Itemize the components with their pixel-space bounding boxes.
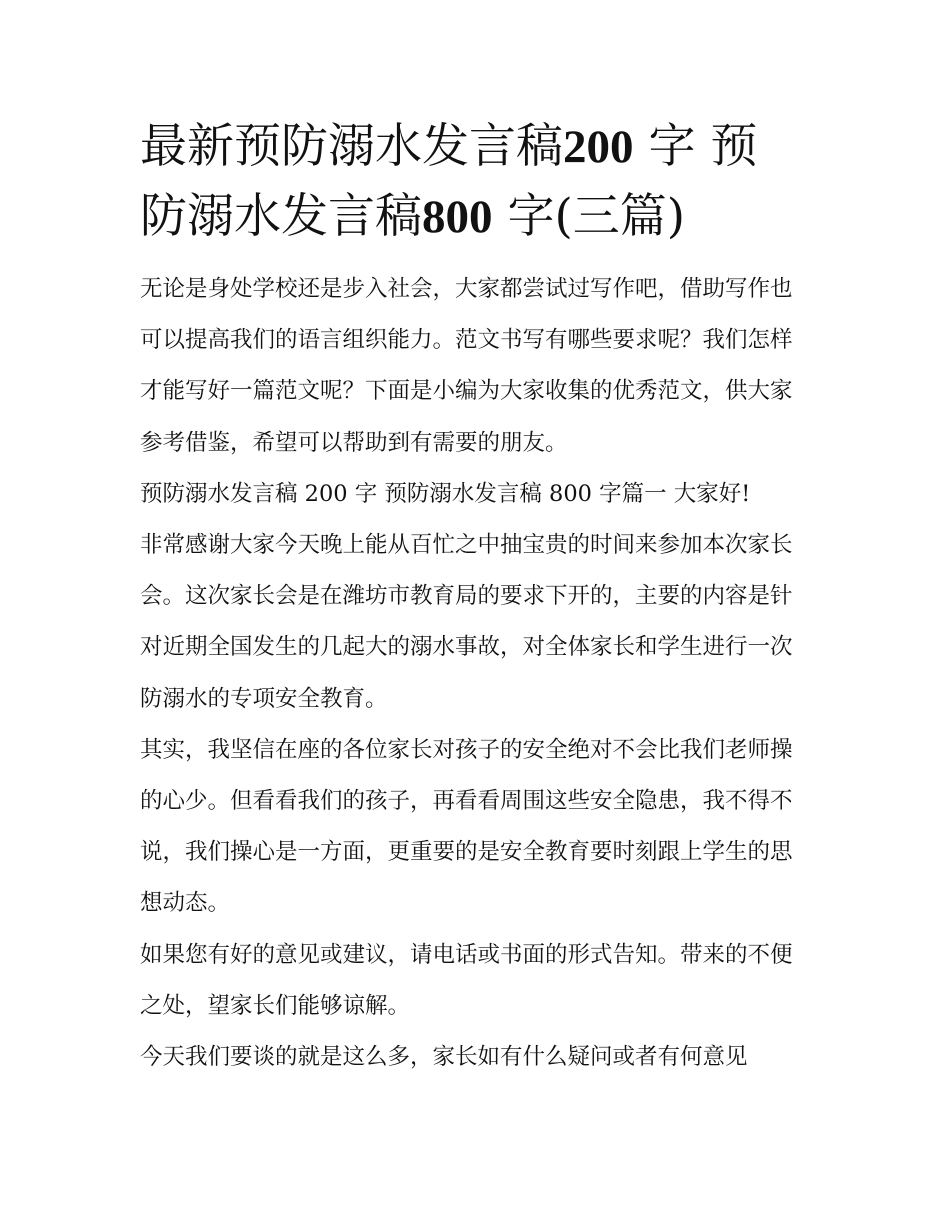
title-number-200: 200 xyxy=(563,121,634,173)
body-paragraph-feedback: 如果您有好的意见或建议，请电话或书面的形式告知。带来的不便之处，望家长们能够谅解。 xyxy=(140,941,793,1019)
intro-paragraph: 无论是身处学校还是步入社会，大家都尝试过写作吧，借助写作也可以提高我们的语言组织能力。范文书写有哪些要求呢？我们怎样才能写好一篇范文呢？下面是小编为大家收集的优秀范文，供大家参考借鉴，希望可以帮助到有需要的朋友。 xyxy=(140,276,793,456)
title-text-part-2: 字 预 xyxy=(633,119,758,174)
section-heading-paragraph: 预防溺水发言稿 200 字 预防溺水发言稿 800 字篇一 大家好! xyxy=(140,480,751,507)
title-text-part-1: 最新预防溺水发言稿 xyxy=(140,119,563,174)
title-text-part-4: 字(三篇) xyxy=(492,189,686,244)
body-paragraph-thanks: 非常感谢大家今天晚上能从百忙之中抽宝贵的时间来参加本次家长会。这次家长会是在潍坊市教育局的要求下开的，主要的内容是针对近期全国发生的几起大的溺水事故，对全体家长和学生进行一次防溺水的专项安全教育。 xyxy=(140,532,793,712)
title-number-800: 800 xyxy=(422,191,493,243)
document-title xyxy=(140,112,812,252)
body-paragraph-closing: 今天我们要谈的就是这么多，家长如有什么疑问或者有何意见 xyxy=(140,1044,748,1071)
body-paragraph-safety: 其实，我坚信在座的各位家长对孩子的安全绝对不会比我们老师操的心少。但看看我们的孩子，再看看周围这些安全隐患，我不得不说，我们操心是一方面，更重要的是安全教育要时刻跟上学生的思想动态。 xyxy=(140,736,793,917)
document-page xyxy=(140,112,812,1083)
title-text-part-3: 防溺水发言稿 xyxy=(140,189,422,244)
